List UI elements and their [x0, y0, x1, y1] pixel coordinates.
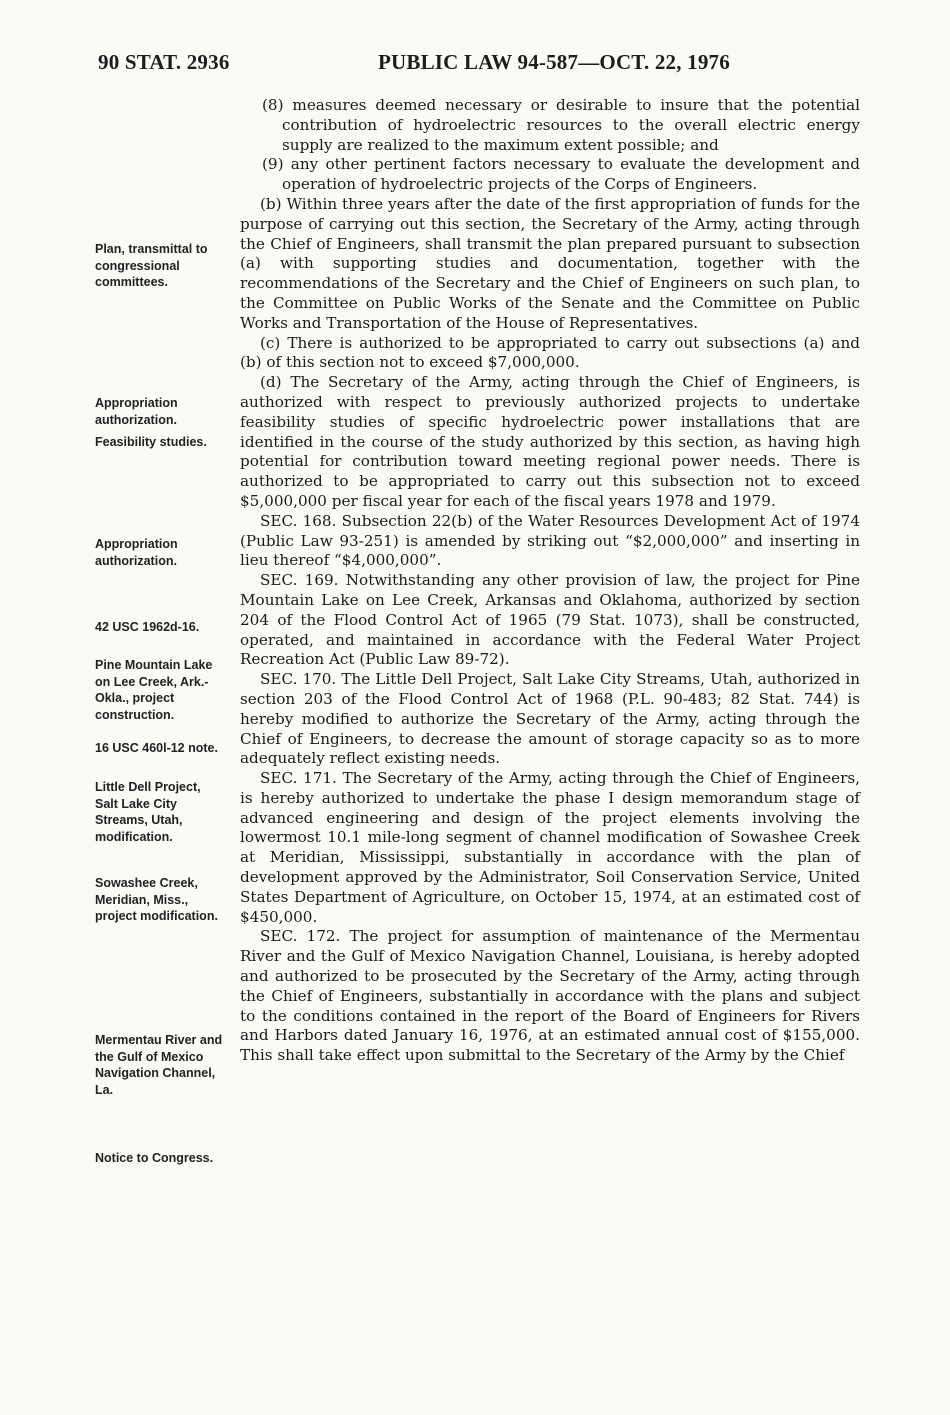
page-header — [0, 50, 950, 80]
margin-note: 16 USC 460l-12 note. — [95, 741, 218, 755]
margin-note: Mermentau River and the Gulf of Mexico Navigation Channel, La. — [95, 1033, 223, 1097]
paragraph: (b) Within three years after the date of the first appropriation of funds for the purpose of carrying out this section, the Secretary of the Army, acting through the Chief of Engineers, shall transmit the plan prepared pursuant to subsection (a) with supporting studies and documentation, together with the recommendations of the Secretary and the Chief of Engineers on such plan, to the Committee on Public Works of the Senate and the Committee on Public Works and Transportation of the House of Representatives. — [240, 194, 860, 332]
paragraph: SEC. 172. The project for assumption of maintenance of the Mermentau River and the Gulf of Mexico Navigation Channel, Louisiana, is hereby adopted and authorized to be prosecuted by the Secretary of the Army, acting through the Chief of Engineers, substantially in accordance with the plans and subject to the conditions contained in the report of the Board of Engineers for Rivers and Harbors dated January 16, 1976, at an estimated annual cost of $155,000. This shall take effect upon submittal to the Secretary of the Army by the Chief — [240, 927, 860, 1065]
margin-note: Appropriation authorization. — [95, 537, 178, 568]
public-law-title: PUBLIC LAW 94-587—OCT. 22, 1976 — [378, 50, 730, 74]
margin-note: Sowashee Creek, Meridian, Miss., project modification. — [95, 876, 218, 923]
paragraph: (9) any other pertinent factors necessary to evaluate the development and operation of hydroelectric projects of the Corps of Engineers. — [262, 155, 860, 194]
statute-text — [240, 96, 860, 1066]
paragraph: (d) The Secretary of the Army, acting through the Chief of Engineers, is authorized with respect to previously authorized projects to undertake feasibility studies of specific hydroelectric power installations that are identified in the course of the study authorized by this section, as having high potential for contribution toward meeting regional power needs. There is authorized to be appropriated to carry out this subsection not to exceed $5,000,000 per fiscal year for each of the fiscal years 1978 and 1979. — [240, 373, 860, 510]
margin-note: 42 USC 1962d-16. — [95, 620, 200, 634]
paragraph: SEC. 168. Subsection 22(b) of the Water Resources Development Act of 1974 (Public Law 93-251) is amended by striking out “$2,000,000” and inserting in lieu thereof “$4,000,000”. — [240, 511, 860, 570]
paragraph: SEC. 170. The Little Dell Project, Salt Lake City Streams, Utah, authorized in section 203 of the Flood Control Act of 1968 (P.L. 90-483; 82 Stat. 744) is hereby modified to authorize the Secretary of the Army, acting through the Chief of Engineers, to decrease the amount of storage capacity so as to more adequately reflect existing needs. — [240, 670, 860, 768]
paragraph: (c) There is authorized to be appropriated to carry out subsections (a) and (b) of this section not to exceed $7,000,000. — [240, 333, 860, 372]
margin-note: Notice to Congress. — [95, 1151, 214, 1165]
margin-note: Feasibility studies. — [95, 435, 207, 449]
stat-page-reference: 90 STAT. 2936 — [98, 50, 230, 74]
margin-note: Pine Mountain Lake on Lee Creek, Ark.-Okla., project construction. — [95, 658, 213, 722]
margin-note: Plan, transmittal to congressional committees. — [95, 242, 208, 289]
paragraph: SEC. 169. Notwithstanding any other provision of law, the project for Pine Mountain Lake on Lee Creek, Arkansas and Oklahoma, authorized by section 204 of the Flood Control Act of 1965 (79 Stat. 1073), shall be constructed, operated, and maintained in accordance with the Federal Water Project Recreation Act (Public Law 89-72). — [240, 571, 860, 669]
margin-note: Appropriation authorization. — [95, 396, 178, 427]
paragraph: (8) measures deemed necessary or desirable to insure that the potential contribution of hydroelectric resources to the overall electric energy supply are realized to the maximum extent possible; and — [262, 96, 860, 154]
paragraph: SEC. 171. The Secretary of the Army, acting through the Chief of Engineers, is hereby authorized to undertake the phase I design memorandum stage of advanced engineering and design of the project elements involving the lowermost 10.1 mile-long segment of channel modification of Sowashee Creek at Meridian, Mississippi, substantially in accordance with the plan of development approved by the Administrator, Soil Conservation Service, United States Department of Agriculture, on October 15, 1974, at an estimated cost of $450,000. — [240, 769, 860, 926]
margin-note: Little Dell Project, Salt Lake City Streams, Utah, modification. — [95, 780, 201, 844]
